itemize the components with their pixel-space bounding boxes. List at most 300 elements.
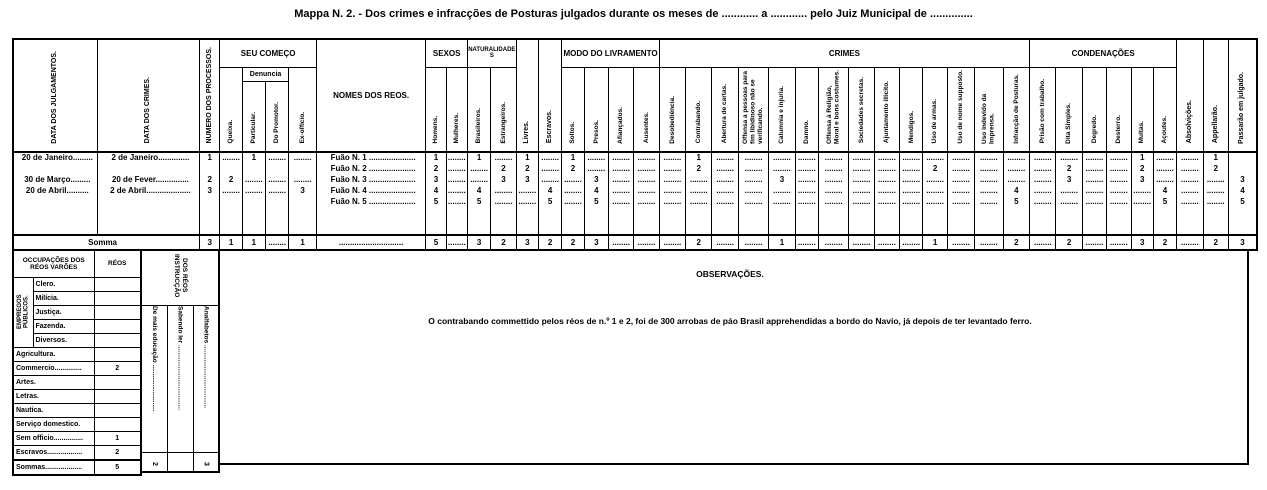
occ-row-value [94,320,141,334]
cell-homens: 2 [426,163,446,174]
cell-sociedades: ........ [849,185,874,196]
instruction-col-analfabetos: Analfabetos ................................... [193,306,219,453]
cell-offensa_pessoas: ........ [738,152,768,163]
col-header-mendigos: Mendigos. [900,67,923,152]
occ-row-value [94,376,141,390]
cell-multas: 3 [1131,174,1153,185]
cell-escravos: ........ [538,174,561,185]
cell-uso_armas: 2 [923,163,947,174]
cell-prisao_trabalho: ........ [1030,163,1056,174]
col-header-numero-processos: NUMERO DOS PROCESSOS. [200,39,220,152]
col-header-particular: Particular. [242,81,265,151]
cell-mulheres: ........ [447,163,466,173]
somma-ausentes: ........ [634,235,659,250]
spacer-cell [538,207,561,235]
spacer-cell [818,207,848,235]
cell-numero_processos: 2 [200,174,220,185]
cell-offensa_pessoas: ........ [738,174,768,185]
cell-desobediencia: ........ [659,185,685,196]
occ-row-value [94,278,141,292]
occ-row-value [94,348,141,362]
cell-offensa_religiao: ........ [818,196,848,207]
spacer-cell [795,207,818,235]
spacer-cell [13,207,97,235]
col-header-uso-imprensa: Uso indevido da Imprensa. [975,67,1003,152]
cell-data_crimes: 2 de Abril.................... [97,185,199,196]
cell-abertura_cartas: ........ [712,163,738,174]
cell-ex_officio: 3 [289,185,316,196]
cell-queixa: 2 [220,174,242,185]
cell-offensa_religiao: ........ [818,152,848,163]
cell-acoutes: ........ [1153,174,1176,185]
occ-row-label: Clero. [33,278,94,292]
occ-row-value [94,306,141,320]
spacer-cell [923,207,947,235]
spacer-cell [200,207,220,235]
col-header-multas: Multas. [1131,67,1153,152]
cell-ausentes: ........ [634,196,659,207]
cell-data_crimes [97,196,199,207]
cell-mulheres: ........ [447,174,466,184]
spacer-cell [1153,207,1176,235]
instruction-table [140,249,220,473]
spacer-cell [769,207,795,235]
cell-soltos: ........ [562,196,584,207]
occ-row-value [94,334,141,348]
somma-ajuntamento: ........ [874,235,899,250]
col-header-absolvicoes: Absolvições. [1177,39,1203,152]
cell-do_promotor: ........ [266,174,289,185]
table-row [13,185,1257,196]
somma-escravos: 2 [538,235,561,250]
occ-somma-label: Sommas................... [13,460,94,475]
cell-damno: ........ [795,196,818,207]
col-header-infraccao-posturas: Infracção de Posturas. [1003,67,1030,152]
cell-desobediencia: ........ [659,152,685,163]
group-header-naturalidades: NATURALIDADES [467,39,516,67]
cell-escravos: 5 [538,196,561,207]
cell-numero_processos: 3 [200,185,220,196]
cell-ajuntamento: ........ [874,174,899,185]
spacer-cell [1082,207,1106,235]
main-table-body [13,152,1257,250]
cell-homens: 5 [426,196,446,207]
cell-abertura_cartas: ........ [712,152,738,163]
somma-uso_imprensa: ........ [975,235,1003,250]
instruction-value: 3 [193,453,219,473]
cell-dita_simples: ........ [1056,185,1082,196]
cell-prisao_trabalho: ........ [1030,174,1056,185]
cell-contrabando: 2 [686,163,712,174]
cell-damno: ........ [795,152,818,163]
spacer-cell [849,207,874,235]
col-header-homens: Homens. [426,67,446,152]
cell-ausentes: ........ [634,163,659,174]
cell-infraccao_posturas: 5 [1003,196,1030,207]
cell-dita_simples: ........ [1056,152,1082,163]
somma-degredo: ........ [1082,235,1106,250]
spacer-cell [316,207,426,235]
group-header-modo-livramento: MODO DO LIVRAMENTO [562,39,659,67]
cell-brasileiros: ........ [467,163,490,174]
somma-calumnia: 1 [769,235,795,250]
cell-soltos: ........ [562,174,584,185]
occ-row-label: Milícia. [33,292,94,306]
spacer-cell [1030,207,1056,235]
cell-passarao: 5 [1228,196,1257,207]
cell-dita_simples: 3 [1056,174,1082,185]
col-header-damno: Damno. [795,67,818,152]
cell-particular [242,163,265,174]
spacer-cell [947,207,974,235]
page-title: Mappa N. 2. - Dos crimes e infracções de Posturas julgados durante os meses de ............ a ............ pelo Juiz Municipal de .............. [294,8,973,20]
cell-homens: 4 [426,185,446,196]
spacer-cell [1056,207,1082,235]
col-header-prisao-trabalho: Prisão com trabalho. [1030,67,1056,152]
occ-row-label: Diversos. [33,334,94,348]
cell-offensa_religiao: ........ [818,163,848,174]
cell-appellarao: 2 [1203,163,1228,174]
somma-uso_nome: ........ [947,235,974,250]
cell-offensa_pessoas: ........ [738,196,768,207]
cell-presos: ........ [584,163,608,174]
occ-row-value [94,404,141,418]
somma-label: Somma [13,235,200,250]
somma-multas: 3 [1131,235,1153,250]
cell-uso_armas: ........ [923,174,947,185]
spacer-cell [266,207,289,235]
cell-uso_armas: ........ [923,152,947,163]
col-header-appellarao: Appellarão. [1203,39,1228,152]
instruction-value: 2 [141,453,167,473]
cell-calumnia: ........ [769,163,795,174]
cell-escravos: ........ [538,163,561,174]
cell-sociedades: ........ [849,163,874,174]
cell-prisao_trabalho: ........ [1030,152,1056,163]
cell-offensa_religiao: ........ [818,174,848,185]
col-header-offensa-pessoas: Offensa a pessoas para fim libidinoso não se verificando. [738,67,768,152]
somma-desobediencia: ........ [659,235,685,250]
empregos-publicos-label: EMPREGOS PÚBLICOS. [13,278,33,348]
somma-passarao: 3 [1228,235,1257,250]
cell-estrangeiros: 2 [491,163,516,174]
cell-data_julgamentos [13,196,97,207]
occ-row-value [94,292,141,306]
occupations-table [12,249,142,476]
somma-brasileiros: 3 [467,235,490,250]
cell-do_promotor: ........ [266,152,289,163]
col-header-ajuntamento: Ajuntamento illicito. [874,67,899,152]
cell-ex_officio [289,163,316,174]
col-header-ausentes: Ausentes. [634,67,659,152]
cell-uso_armas: ........ [923,196,947,207]
cell-afiancados: ........ [608,152,633,163]
cell-livres: ........ [516,185,538,196]
group-header-crimes: CRIMES [659,39,1029,67]
cell-livres: 3 [516,174,538,185]
cell-particular: 1 [242,152,265,163]
col-header-escravos: Escravos. [538,39,561,152]
cell-uso_nome: ........ [947,196,974,207]
somma-acoutes: 2 [1153,235,1176,250]
cell-data_crimes: 20 de Fever............... [97,174,199,185]
spacer-cell [426,207,446,235]
somma-desterro: ........ [1107,235,1131,250]
col-header-livres: Livres. [516,39,538,152]
cell-homens: 3 [426,174,446,185]
group-header-seu-comeco: SEU COMEÇO [220,39,316,67]
somma-offensa_religiao: ........ [818,235,848,250]
cell-nomes: Fuão N. 4 ..................... [316,185,426,196]
col-header-mulheres: Mulheres. [446,67,467,152]
somma-offensa_pessoas: ........ [738,235,768,250]
somma-dita_simples: 2 [1056,235,1082,250]
col-header-presos: Presos. [584,67,608,152]
cell-ajuntamento: ........ [874,163,899,174]
occ-row-value: 1 [94,432,141,446]
cell-nomes: Fuão N. 1 ..................... [316,152,426,163]
cell-queixa: ........ [220,152,242,163]
cell-do_promotor: ........ [266,185,289,196]
cell-presos: 3 [584,174,608,185]
instruction-value [167,453,193,473]
spacer-cell [562,207,584,235]
col-header-soltos: Soltos. [562,67,584,152]
cell-damno: ........ [795,185,818,196]
cell-brasileiros: 4 [467,185,490,196]
cell-acoutes: 5 [1153,196,1176,207]
spacer-cell [975,207,1003,235]
occ-row-value: 2 [94,362,141,376]
cell-degredo: ........ [1082,163,1106,174]
col-header-ex-officio: Ex-officio. [289,67,316,152]
cell-estrangeiros: ........ [491,185,516,196]
cell-soltos: 2 [562,163,584,174]
occ-row-label: Agricultura. [13,348,94,362]
cell-uso_imprensa: ........ [975,174,1003,185]
cell-absolvicoes: ........ [1177,152,1203,163]
somma-absolvicoes: ........ [1177,235,1203,250]
cell-desterro: ........ [1107,196,1131,207]
cell-damno: ........ [795,174,818,185]
cell-nomes: Fuão N. 5 ..................... [316,196,426,207]
cell-particular: ........ [242,174,265,185]
instruction-title: INSTRUCÇÃO DOS RÉOS [141,250,219,306]
occ-row-value: 2 [94,446,141,461]
cell-brasileiros: 5 [467,196,490,207]
cell-appellarao: ........ [1203,174,1228,185]
occ-row-label: Letras. [13,390,94,404]
spacer-cell [491,207,516,235]
somma-afiancados: ........ [608,235,633,250]
spacer-cell [242,207,265,235]
cell-uso_imprensa: ........ [975,185,1003,196]
somma-homens: 5 [426,235,446,250]
occ-row-label: Nautica. [13,404,94,418]
cell-absolvicoes: ........ [1177,174,1203,185]
spacer-cell [874,207,899,235]
cell-multas: ........ [1131,196,1153,207]
cell-numero_processos [200,196,220,207]
occ-row-label: Sem officio............... [13,432,94,446]
cell-prisao_trabalho: ........ [1030,196,1056,207]
cell-calumnia: ........ [769,185,795,196]
cell-presos: ........ [584,152,608,163]
cell-acoutes: ........ [1153,152,1176,163]
spacer-cell [467,207,490,235]
cell-estrangeiros: ........ [491,196,516,207]
cell-data_crimes: 2 de Janeiro.............. [97,152,199,163]
spacer-cell [900,207,923,235]
cell-prisao_trabalho: ........ [1030,185,1056,196]
occupations-title: OCCUPAÇÕES DOS RÉOS VARÕES [13,250,94,278]
cell-degredo: ........ [1082,174,1106,185]
cell-abertura_cartas: ........ [712,185,738,196]
col-header-abertura-cartas: Abertura de cartas. [712,67,738,152]
somma-do_promotor: ........ [266,235,289,250]
somma-particular: 1 [242,235,265,250]
cell-ex_officio [289,196,316,207]
reos-header: RÉOS [94,250,141,278]
spacer-cell [446,207,467,235]
somma-queixa: 1 [220,235,242,250]
cell-mendigos: ........ [900,196,923,207]
occ-somma-value: 5 [94,460,141,475]
somma-livres: 3 [516,235,538,250]
spacer-cell [1107,207,1131,235]
cell-contrabando: ........ [686,174,712,185]
spacer-cell [97,207,199,235]
col-header-acoutes: Açoutes. [1153,67,1176,152]
spacer-cell [608,207,633,235]
cell-uso_nome: ........ [947,163,974,174]
observations-title: OBSERVAÇÕES. [696,269,764,279]
cell-dita_simples: 2 [1056,163,1082,174]
somma-damno: ........ [795,235,818,250]
cell-appellarao: ........ [1203,185,1228,196]
col-header-desterro: Desterro. [1107,67,1131,152]
somma-soltos: 2 [562,235,584,250]
cell-desobediencia: ........ [659,174,685,185]
somma-infraccao_posturas: 2 [1003,235,1030,250]
spacer-cell [738,207,768,235]
cell-mulheres: ........ [447,153,466,162]
col-header-offensa-religiao: Offensa à Religião, Moral e bons costumes. [818,67,848,152]
cell-passarao: 4 [1228,185,1257,196]
group-header-condenacoes: CONDENAÇÕES [1030,39,1177,67]
occ-row-label: Escravos.................. [13,446,94,461]
cell-data_crimes [97,163,199,174]
spacer-cell [659,207,685,235]
spacer-cell [712,207,738,235]
cell-ajuntamento: ........ [874,185,899,196]
col-header-desobediencia: Desobediência. [659,67,685,152]
cell-absolvicoes: ........ [1177,163,1203,174]
cell-ajuntamento: ........ [874,196,899,207]
cell-afiancados: ........ [608,196,633,207]
cell-nomes: Fuão N. 2 ..................... [316,163,426,174]
spacer-cell [1131,207,1153,235]
spacer-row [13,207,1257,235]
instruction-col-de-mais-educacao: De mais educação .......................... [141,306,167,453]
cell-abertura_cartas: ........ [712,174,738,185]
cell-ex_officio: ........ [289,174,316,185]
group-header-denuncia: Denuncia [242,67,289,81]
cell-uso_imprensa: ........ [975,163,1003,174]
cell-presos: 4 [584,185,608,196]
cell-multas: ........ [1131,185,1153,196]
cell-escravos: ........ [538,152,561,163]
cell-appellarao: 1 [1203,152,1228,163]
cell-livres: 1 [516,152,538,163]
cell-sociedades: ........ [849,174,874,185]
cell-infraccao_posturas: 4 [1003,185,1030,196]
cell-mulheres: ........ [447,196,466,206]
cell-data_julgamentos: 20 de Janeiro......... [13,152,97,163]
col-header-calumnia: Calumnia e injuria. [769,67,795,152]
cell-afiancados: ........ [608,185,633,196]
col-header-brasileiros: Brasileiros. [467,67,490,152]
cell-calumnia: 3 [769,174,795,185]
col-header-sociedades: Sociedades secretas. [849,67,874,152]
cell-contrabando: 1 [686,152,712,163]
cell-absolvicoes: ........ [1177,196,1203,207]
cell-infraccao_posturas: ........ [1003,174,1030,185]
cell-brasileiros: 1 [467,152,490,163]
occ-row-value [94,418,141,432]
cell-desterro: ........ [1107,185,1131,196]
cell-soltos: 1 [562,152,584,163]
somma-presos: 3 [584,235,608,250]
cell-offensa_religiao: ........ [818,185,848,196]
cell-particular: ........ [242,185,265,196]
spacer-cell [516,207,538,235]
cell-offensa_pessoas: ........ [738,163,768,174]
cell-acoutes: ........ [1153,163,1176,174]
cell-numero_processos [200,163,220,174]
cell-escravos: 4 [538,185,561,196]
cell-ausentes: ........ [634,152,659,163]
cell-livres: 2 [516,163,538,174]
group-header-sexos: SEXOS [426,39,468,67]
cell-abertura_cartas: ........ [712,196,738,207]
cell-acoutes: 4 [1153,185,1176,196]
cell-queixa [220,163,242,174]
cell-appellarao: ........ [1203,196,1228,207]
cell-nomes: Fuão N. 3 ..................... [316,174,426,185]
instruction-col-sabendo-ler: Sabendo ler .................................... [167,306,193,453]
spacer-cell [289,207,316,235]
spacer-cell [584,207,608,235]
somma-abertura_cartas: ........ [712,235,738,250]
cell-ausentes: ........ [634,174,659,185]
somma-estrangeiros: 2 [491,235,516,250]
cell-do_promotor [266,196,289,207]
occ-row-label: Commercio.............. [13,362,94,376]
occ-row-label: Justiça. [33,306,94,320]
somma-prisao_trabalho: ........ [1030,235,1056,250]
observations-text: O contrabando commettido pelos réos de n.º 1 e 2, foi de 300 arrobas de páo Brasil apprehendidas a bordo do Navio, já depois de ter levantado ferro. [428,316,1032,326]
cell-livres: ........ [516,196,538,207]
col-header-degredo: Degredo. [1082,67,1106,152]
main-table [12,38,1258,251]
cell-mendigos: ........ [900,174,923,185]
cell-desterro: ........ [1107,163,1131,174]
cell-uso_imprensa: ........ [975,196,1003,207]
cell-particular [242,196,265,207]
cell-uso_nome: ........ [947,174,974,185]
col-header-passarao: Passarão em julgado. [1228,39,1257,152]
